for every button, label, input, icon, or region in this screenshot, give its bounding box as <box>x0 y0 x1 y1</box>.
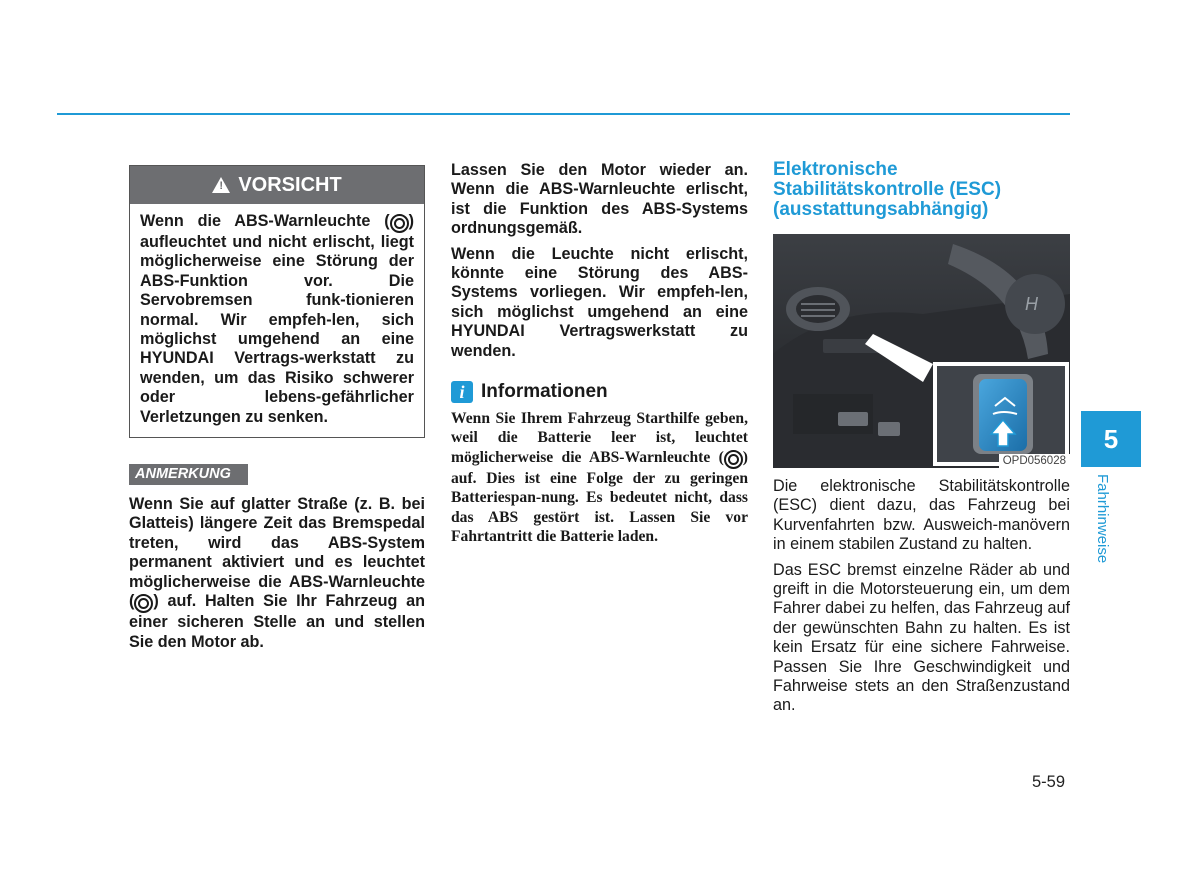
info-text-part2: ) auf. Dies ist eine Folge der zu geringen Batteriespan-nung. Es bedeutet nicht, dass das ABS gestört ist. Lassen Sie vor Fahrtantritt die Batterie laden. <box>451 448 748 546</box>
caution-box <box>129 165 425 438</box>
info-title: Informationen <box>481 381 608 403</box>
info-heading <box>451 381 748 403</box>
esc-section-title <box>773 160 1070 220</box>
esc-title-line2: Stabilitätskontrolle (ESC) <box>773 179 1002 200</box>
caution-text-part1: Wenn die ABS-Warnleuchte ( <box>140 212 390 230</box>
esc-paragraph-2: Das ESC bremst einzelne Räder ab und greift in die Motorsteuerung ein, um dem Fahrer dabei zu helfen, das Fahrzeug auf der gewünschten Bahn zu halten. Es ist kein Ersatz für eine sichere Fahrweise. Passen Sie Ihre Geschwindigkeit und Fahrweise stets an den Straßenzustand an. <box>773 560 1070 715</box>
esc-title-line3: (ausstattungsabhängig) <box>773 199 989 220</box>
caution-text-part2: ) aufleuchtet und nicht erlischt, liegt möglicherweise eine Störung der ABS-Funktion vor. Die Servobremsen funk-tionieren normal. Wir empfeh-len, sich möglichst umgehend an eine HYUNDAI Vertrags-werkstatt zu wenden, um das Risiko schwerer oder lebens-gefährlicher Verletzungen zu senken. <box>140 212 414 426</box>
column-middle <box>451 161 748 547</box>
chapter-tab: 5 <box>1081 411 1141 467</box>
image-caption: OPD056028 <box>999 454 1070 468</box>
esc-title-line1: Elektronische <box>773 159 898 180</box>
chapter-label-text: Fahrhinweise <box>1094 474 1111 564</box>
note-tag: ANMERKUNG <box>129 464 248 485</box>
column-left <box>129 165 425 652</box>
header-rule <box>57 113 1070 115</box>
page-number: 5-59 <box>1032 773 1066 791</box>
esc-paragraph-1: Die elektronische Stabilitätskontrolle (ESC) dient dazu, das Fahrzeug bei Kurvenfahrten bzw. Ausweich-manövern in einem stabilen Zustand zu halten. <box>773 477 1070 554</box>
note-text-part2: ) auf. Halten Sie Ihr Fahrzeug an einer sicheren Stelle an und stellen Sie den Motor ab. <box>129 592 425 651</box>
warning-triangle-icon: ! <box>212 177 230 193</box>
column-right <box>773 160 1070 716</box>
caution-title: VORSICHT <box>238 173 342 196</box>
abs-warning-light-icon <box>390 214 409 233</box>
info-text-part1: Wenn Sie Ihrem Fahrzeug Starthilfe geben, weil die Batterie leer ist, leuchtet möglicherweise die ABS-Warnleuchte ( <box>451 410 748 466</box>
svg-text:H: H <box>1025 294 1038 314</box>
chapter-label <box>1094 474 1125 574</box>
workshop-paragraph: Wenn die Leuchte nicht erlischt, könnte eine Störung des ABS-Systems vorliegen. Wir empfeh-len, sich möglichst umgehend an eine HYUNDAI Vertragswerkstatt zu wenden. <box>451 244 748 360</box>
restart-paragraph: Lassen Sie den Motor wieder an. Wenn die ABS-Warnleuchte erlischt, ist die Funktion des ABS-Systems ordnungsgemäß. <box>451 161 748 238</box>
abs-warning-light-icon <box>724 450 743 469</box>
dashboard-photo <box>773 234 1070 468</box>
info-text <box>451 409 748 546</box>
caution-header <box>130 166 424 204</box>
note-text <box>129 495 425 652</box>
note-text-part1: Wenn Sie auf glatter Straße (z. B. bei Glatteis) längere Zeit das Bremspedal treten, wird das ABS-System permanent aktiviert und es leuchtet möglicherweise die ABS-Warnleuchte ( <box>129 495 425 611</box>
abs-warning-light-icon <box>134 594 153 613</box>
dashboard-illustration <box>773 234 1070 468</box>
caution-text <box>130 204 424 437</box>
info-icon: i <box>451 381 473 403</box>
